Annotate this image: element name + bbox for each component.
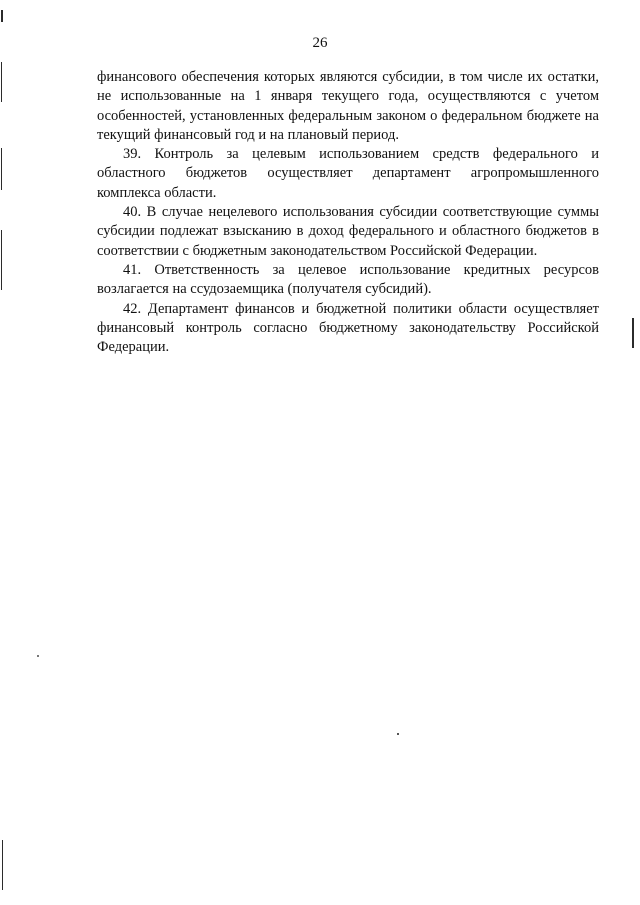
scan-edge-mark bbox=[1, 230, 2, 290]
scan-edge-mark bbox=[1, 62, 2, 102]
document-body bbox=[97, 68, 599, 357]
page-number: 26 bbox=[312, 35, 328, 51]
scan-speck bbox=[397, 733, 399, 735]
paragraph-40: 40. В случае нецелевого использования субсидии соответствующие суммы субсидии подлежат взысканию в доход федерального и областного бюджетов в соответствии с бюджетным законодательством Российской Федерации. bbox=[97, 204, 599, 259]
paragraph-continuation: финансового обеспечения которых являются субсидии, в том числе их остатки, не использованные на 1 января текущего года, осуществляются с учетом особенностей, установленных федеральным законом о федеральном бюджете на текущий финансовый год и на плановый период. bbox=[97, 69, 599, 143]
paragraph-42: 42. Департамент финансов и бюджетной политики области осуществляет финансовый контроль согласно бюджетному законодательству Российской Федерации. bbox=[97, 300, 599, 356]
paragraph-39: 39. Контроль за целевым использованием средств федерального и областного бюджетов осуществляет департамент агропромышленного комплекса области. bbox=[97, 146, 599, 201]
scan-edge-mark bbox=[1, 148, 2, 190]
scan-speck bbox=[37, 655, 39, 657]
paragraph-41: 41. Ответственность за целевое использование кредитных ресурсов возлагается на ссудозаемщика (получателя субсидий). bbox=[97, 261, 599, 298]
scan-edge-mark bbox=[632, 318, 634, 348]
scan-edge-mark bbox=[2, 840, 3, 890]
scan-edge-mark bbox=[1, 10, 3, 22]
